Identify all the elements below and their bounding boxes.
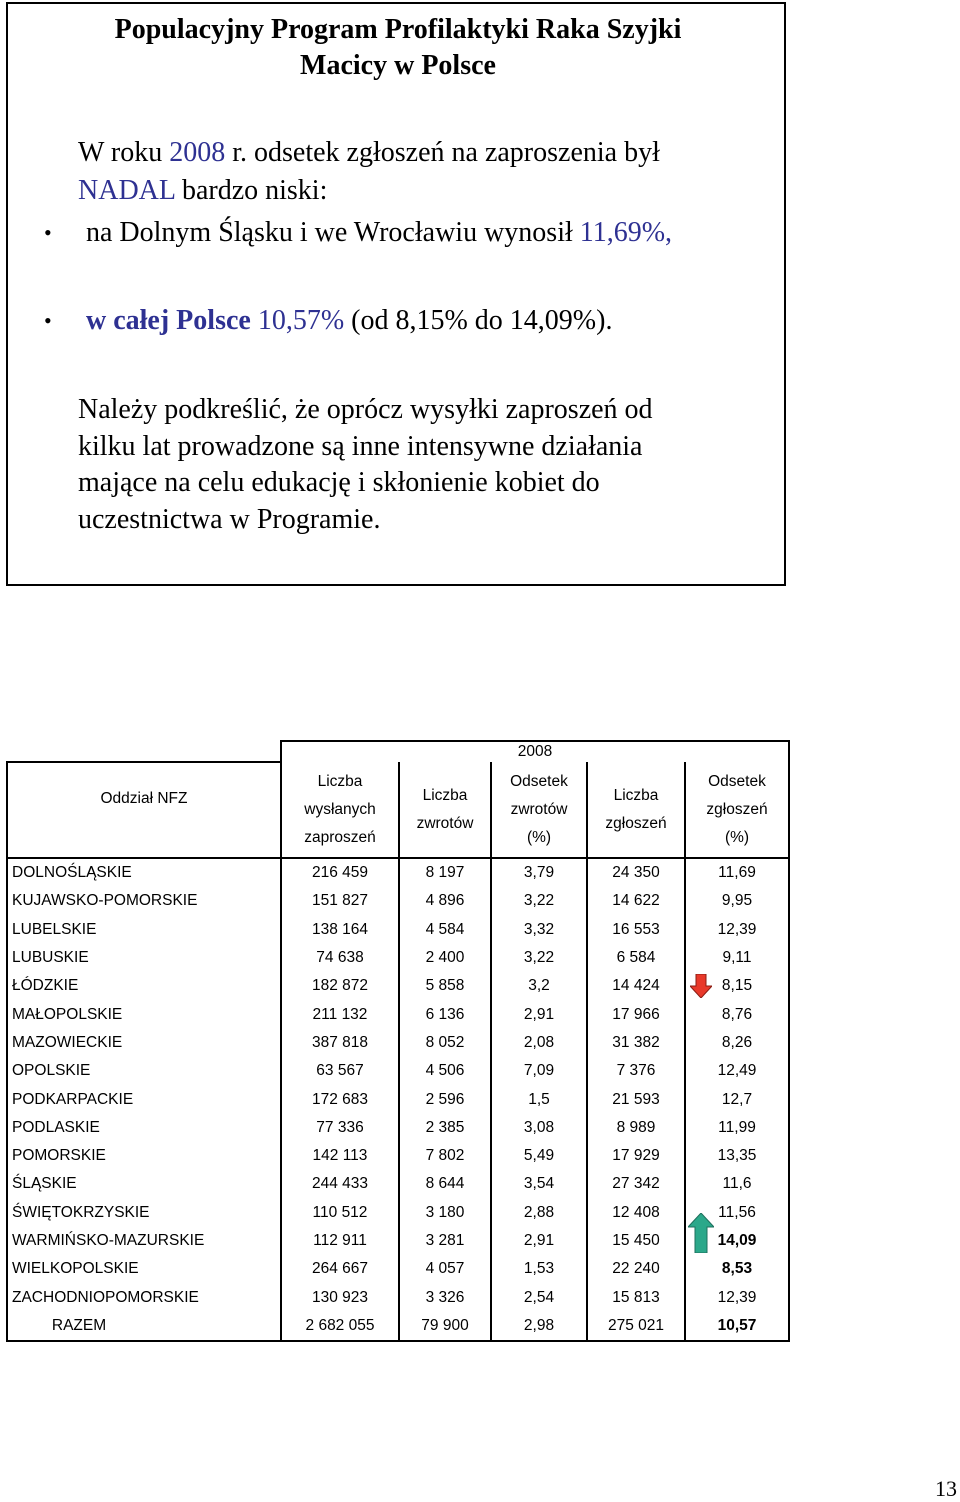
row-value-cell	[399, 944, 491, 972]
cell-text: 3,08	[523, 1118, 555, 1136]
row-name-cell	[7, 1199, 281, 1227]
cell-text: 110 512	[312, 1203, 368, 1221]
bullet-1-value: 11,69%,	[579, 217, 673, 248]
cell-text: 8 989	[616, 1118, 656, 1136]
row-value-cell	[685, 1000, 789, 1028]
cell-text: ŚLĄSKIE	[12, 1175, 77, 1193]
header-text: Liczba	[613, 786, 659, 804]
nfz-table	[6, 740, 790, 1342]
cell-text: 264 667	[311, 1260, 369, 1278]
row-value-cell	[491, 1029, 587, 1057]
row-value-cell	[399, 1283, 491, 1311]
intro-year: 2008	[169, 137, 226, 168]
row-value-cell	[491, 1227, 587, 1255]
table-row	[7, 887, 789, 915]
cell-text: 2,91	[523, 1005, 555, 1023]
header-text: Liczba	[317, 772, 363, 790]
row-value-cell	[685, 1085, 789, 1113]
row-value-cell	[281, 944, 399, 972]
row-value-cell	[587, 1142, 685, 1170]
cell-text: 8 052	[425, 1033, 465, 1051]
header-text: zgłoszeń	[706, 800, 768, 818]
row-value-cell	[399, 1255, 491, 1283]
cell-text: 7,09	[523, 1062, 555, 1080]
paragraph-line: uczestnictwa w Programie.	[78, 503, 381, 535]
cell-text: 4 584	[425, 920, 465, 938]
cell-text: 1,53	[523, 1260, 555, 1278]
table-row	[7, 1255, 789, 1283]
table-header-row	[7, 762, 789, 858]
cell-text: 12,49	[717, 1062, 757, 1080]
row-name-cell	[7, 1227, 281, 1255]
row-value-cell	[685, 972, 789, 1000]
table-row	[7, 858, 789, 887]
row-value-cell	[587, 1029, 685, 1057]
header-spacer	[7, 741, 281, 762]
row-value-cell	[399, 1199, 491, 1227]
row-value-cell	[587, 1114, 685, 1142]
cell-text: 6 584	[616, 949, 656, 967]
cell-text: 74 638	[316, 949, 364, 967]
row-value-cell	[281, 1199, 399, 1227]
table-row	[7, 916, 789, 944]
row-value-cell	[587, 972, 685, 1000]
header-liczba-zgloszen	[587, 762, 685, 858]
cell-text: 63 567	[316, 1062, 364, 1080]
row-value-cell	[281, 1029, 399, 1057]
table-row	[7, 1029, 789, 1057]
cell-text: 2 400	[425, 949, 465, 967]
row-value-cell	[685, 1057, 789, 1085]
cell-text: 15 450	[612, 1232, 660, 1249]
cell-text: POMORSKIE	[12, 1147, 106, 1165]
cell-text: 14 424	[612, 977, 660, 995]
cell-text: 8,53	[721, 1260, 753, 1278]
row-value-cell	[685, 887, 789, 915]
table-row	[7, 944, 789, 972]
row-value-cell	[491, 944, 587, 972]
cell-text: 11,69	[718, 864, 756, 882]
row-value-cell	[281, 1114, 399, 1142]
page-number: 13	[935, 1476, 957, 1501]
cell-text: 4 057	[425, 1260, 465, 1278]
header-text: zaproszeń	[304, 828, 376, 846]
cell-text: LUBELSKIE	[12, 920, 97, 938]
row-value-cell	[685, 1170, 789, 1198]
header-liczba-zwrotow	[399, 762, 491, 858]
row-name-cell	[7, 1000, 281, 1028]
row-value-cell	[685, 916, 789, 944]
slide-title	[8, 12, 788, 84]
row-value-cell	[491, 1000, 587, 1028]
row-value-cell	[399, 1227, 491, 1255]
row-name-cell	[7, 1114, 281, 1142]
bullet-2-rest: (od 8,15% do 14,09%).	[344, 305, 613, 336]
row-name-cell	[7, 1029, 281, 1057]
row-value-cell	[491, 1199, 587, 1227]
cell-text: 8 644	[425, 1175, 465, 1193]
row-value-cell	[399, 1114, 491, 1142]
table-row	[7, 1057, 789, 1085]
table-row	[7, 1199, 789, 1227]
bullet-1	[86, 216, 672, 250]
header-odsetek-zwrotow	[491, 762, 587, 858]
cell-text: 7 376	[616, 1062, 656, 1080]
row-value-cell	[281, 972, 399, 1000]
cell-text: MAŁOPOLSKIE	[12, 1005, 123, 1023]
row-value-cell	[587, 1199, 685, 1227]
bullet-2-bold: w całej Polsce	[86, 305, 258, 336]
title-line-2: Macicy w Polsce	[300, 50, 496, 81]
row-value-cell	[587, 858, 685, 887]
table-row	[7, 1142, 789, 1170]
cell-text: 27 342	[612, 1175, 660, 1193]
row-name-cell	[7, 944, 281, 972]
cell-text: 182 872	[311, 977, 369, 995]
cell-text: 12,39	[717, 920, 757, 938]
table-row	[7, 1170, 789, 1198]
row-value-cell	[587, 1057, 685, 1085]
row-value-cell	[491, 916, 587, 944]
cell-text: PODKARPACKIE	[12, 1090, 134, 1108]
cell-text: 244 433	[311, 1175, 369, 1193]
cell-text: 3,22	[523, 892, 555, 910]
cell-text: 3,79	[523, 864, 555, 882]
row-value-cell	[587, 1000, 685, 1028]
row-value-cell	[399, 972, 491, 1000]
row-value-cell	[587, 1255, 685, 1283]
cell-text: WIELKOPOLSKIE	[12, 1260, 139, 1278]
row-value-cell	[399, 1057, 491, 1085]
paragraph-line: mające na celu edukację i skłonienie kobiet do	[78, 467, 600, 498]
cell-text: 13,35	[717, 1147, 757, 1165]
row-value-cell	[491, 1085, 587, 1113]
row-value-cell	[491, 1255, 587, 1283]
cell-text: 142 113	[312, 1147, 368, 1165]
table-row	[7, 1000, 789, 1028]
table-row	[7, 1283, 789, 1311]
cell-text: 6 136	[425, 1005, 465, 1023]
cell-text: 21 593	[612, 1090, 660, 1108]
row-value-cell	[587, 1283, 685, 1311]
row-value-cell	[281, 1142, 399, 1170]
row-name-cell	[7, 1142, 281, 1170]
cell-text: 9,11	[722, 949, 752, 967]
cell-text: 14,09	[717, 1232, 757, 1249]
row-value-cell	[491, 1170, 587, 1198]
cell-text: 2,54	[523, 1288, 555, 1306]
cell-text: 7 802	[425, 1147, 465, 1165]
cell-text: 22 240	[612, 1260, 660, 1278]
cell-text: 11,6	[722, 1175, 752, 1193]
cell-text: LUBUSKIE	[12, 949, 89, 967]
row-value-cell	[587, 1170, 685, 1198]
cell-text: 172 683	[311, 1090, 369, 1108]
cell-text: 5 858	[425, 977, 465, 995]
bullet-1-text: na Dolnym Śląsku i we Wrocławiu wynosił	[86, 217, 580, 248]
intro-line-2	[78, 174, 327, 208]
row-value-cell	[281, 858, 399, 887]
row-value-cell	[685, 1029, 789, 1057]
paragraph-line: kilku lat prowadzone są inne intensywne działania	[78, 430, 643, 462]
row-value-cell	[491, 972, 587, 1000]
header-text: zwrotów	[416, 814, 474, 832]
table-header-year-row	[7, 741, 789, 762]
header-text: wysłanych	[304, 800, 376, 818]
row-value-cell	[685, 1227, 789, 1255]
cell-text: ŚWIĘTOKRZYSKIE	[12, 1203, 150, 1221]
row-value-cell	[399, 858, 491, 887]
intro-part2: r. odsetek zgłoszeń na zaproszenia był	[225, 137, 660, 168]
paragraph	[78, 392, 758, 538]
table-row	[7, 1085, 789, 1113]
row-name-cell	[7, 1057, 281, 1085]
row-value-cell	[587, 1085, 685, 1113]
cell-text: 12,7	[721, 1090, 753, 1108]
cell-text: 2,88	[523, 1203, 555, 1221]
cell-text: 12 408	[612, 1203, 660, 1221]
total-row	[7, 1312, 789, 1341]
cell-text: WARMIŃSKO-MAZURSKIE	[12, 1232, 205, 1249]
cell-text: 2 596	[425, 1090, 465, 1108]
row-name-cell	[7, 887, 281, 915]
bullet-marker-1: •	[44, 220, 52, 245]
cell-text: 12,39	[717, 1288, 757, 1306]
intro-nadal: NADAL	[78, 175, 175, 206]
intro-part4: bardzo niski:	[174, 175, 328, 206]
row-name-cell	[7, 1255, 281, 1283]
header-text: zwrotów	[510, 800, 568, 818]
header-text: (%)	[526, 828, 552, 846]
header-text: (%)	[724, 828, 750, 846]
cell-text: 2,91	[523, 1232, 555, 1249]
title-line-1: Populacyjny Program Profilaktyki Raka Szyjki	[114, 14, 682, 45]
cell-text: 14 622	[612, 892, 660, 910]
cell-text: MAZOWIECKIE	[12, 1033, 123, 1051]
cell-text: ŁÓDZKIE	[12, 977, 79, 995]
row-value-cell	[587, 887, 685, 915]
cell-text: 3 180	[425, 1203, 465, 1221]
bullet-marker-2: •	[44, 308, 52, 333]
row-value-cell	[281, 1170, 399, 1198]
cell-text: 2 385	[425, 1118, 465, 1136]
cell-text: 387 818	[311, 1033, 369, 1051]
cell-text: OPOLSKIE	[12, 1062, 91, 1080]
row-value-cell	[491, 1283, 587, 1311]
cell-text: 3,54	[523, 1175, 555, 1193]
cell-text: 8,76	[721, 1005, 753, 1023]
cell-text: 31 382	[612, 1033, 660, 1051]
row-value-cell	[491, 1114, 587, 1142]
cell-text: DOLNOŚLĄSKIE	[12, 864, 132, 882]
row-value-cell	[399, 887, 491, 915]
header-text: Liczba	[422, 786, 468, 804]
row-value-cell	[587, 1227, 685, 1255]
row-value-cell	[281, 1283, 399, 1311]
total-cell: 10,57	[685, 1312, 789, 1341]
cell-text: 4 896	[425, 892, 465, 910]
row-name-cell	[7, 916, 281, 944]
cell-text: 8 197	[425, 864, 465, 882]
down-arrow-icon	[690, 974, 712, 998]
up-arrow-icon	[688, 1213, 714, 1253]
cell-text: 24 350	[612, 864, 660, 882]
header-odsetek-zgloszen	[685, 762, 789, 858]
table-row	[7, 972, 789, 1000]
cell-text: 211 132	[312, 1005, 368, 1023]
cell-text: 17 929	[612, 1147, 660, 1165]
row-value-cell	[491, 858, 587, 887]
cell-text: 77 336	[316, 1118, 364, 1136]
cell-text: 8,15	[721, 977, 753, 995]
cell-text: KUJAWSKO-POMORSKIE	[12, 892, 198, 910]
cell-text: 216 459	[311, 864, 369, 882]
table-body	[7, 858, 789, 1312]
total-cell: 2,98	[491, 1312, 587, 1341]
row-value-cell	[685, 1255, 789, 1283]
cell-text: 11,99	[718, 1118, 756, 1136]
cell-text: 5,49	[523, 1147, 555, 1165]
total-label: RAZEM	[7, 1312, 281, 1341]
cell-text: 17 966	[612, 1005, 660, 1023]
row-value-cell	[491, 1142, 587, 1170]
row-value-cell	[281, 1057, 399, 1085]
slide-frame	[6, 2, 786, 586]
row-value-cell	[685, 858, 789, 887]
header-text: Odsetek	[510, 772, 568, 790]
row-name-cell	[7, 1170, 281, 1198]
cell-text: 130 923	[311, 1288, 369, 1306]
row-value-cell	[281, 1255, 399, 1283]
cell-text: PODLASKIE	[12, 1118, 100, 1136]
row-value-cell	[281, 1000, 399, 1028]
bullet-2-value: 10,57%	[257, 305, 345, 336]
total-cell: 275 021	[587, 1312, 685, 1341]
row-value-cell	[281, 1085, 399, 1113]
row-value-cell	[399, 916, 491, 944]
cell-text: 11,56	[718, 1203, 756, 1221]
row-value-cell	[491, 887, 587, 915]
table-row	[7, 1114, 789, 1142]
row-value-cell	[587, 944, 685, 972]
row-name-cell	[7, 858, 281, 887]
header-text: zgłoszeń	[605, 814, 667, 832]
row-value-cell	[399, 1170, 491, 1198]
row-value-cell	[685, 1283, 789, 1311]
row-value-cell	[399, 1029, 491, 1057]
cell-text: 4 506	[425, 1062, 465, 1080]
total-cell: 79 900	[399, 1312, 491, 1341]
row-name-cell	[7, 1085, 281, 1113]
row-value-cell	[685, 944, 789, 972]
year-header: 2008	[281, 741, 789, 762]
cell-text: 8,26	[721, 1033, 753, 1051]
bullet-2	[86, 304, 612, 338]
cell-text: 3,22	[523, 949, 555, 967]
row-value-cell	[685, 1142, 789, 1170]
cell-text: 9,95	[721, 892, 753, 910]
cell-text: 2,08	[523, 1033, 555, 1051]
cell-text: 151 827	[311, 892, 369, 910]
header-oddzial: Oddział NFZ	[7, 762, 281, 858]
row-name-cell	[7, 1283, 281, 1311]
table-row	[7, 1227, 789, 1255]
cell-text: 3 326	[425, 1288, 465, 1306]
header-liczba-wyslanych	[281, 762, 399, 858]
cell-text: 15 813	[612, 1288, 660, 1306]
row-value-cell	[281, 916, 399, 944]
cell-text: 138 164	[311, 920, 369, 938]
total-cell: 2 682 055	[281, 1312, 399, 1341]
row-value-cell	[281, 1227, 399, 1255]
intro-line-1	[78, 136, 660, 170]
cell-text: ZACHODNIOPOMORSKIE	[12, 1288, 199, 1306]
cell-text: 3,2	[528, 977, 550, 995]
cell-text: 16 553	[612, 920, 660, 938]
row-value-cell	[399, 1000, 491, 1028]
row-value-cell	[399, 1085, 491, 1113]
header-text: Odsetek	[708, 772, 766, 790]
row-value-cell	[685, 1114, 789, 1142]
intro-part1: W roku	[78, 137, 170, 168]
cell-text: 112 911	[313, 1232, 367, 1249]
row-value-cell	[587, 916, 685, 944]
cell-text: 3 281	[425, 1232, 465, 1249]
paragraph-line: Należy podkreślić, że oprócz wysyłki zaproszeń od	[78, 394, 653, 425]
row-value-cell	[281, 887, 399, 915]
row-value-cell	[491, 1057, 587, 1085]
row-value-cell	[399, 1142, 491, 1170]
cell-text: 3,32	[523, 920, 555, 938]
cell-text: 1,5	[528, 1090, 550, 1108]
row-name-cell	[7, 972, 281, 1000]
